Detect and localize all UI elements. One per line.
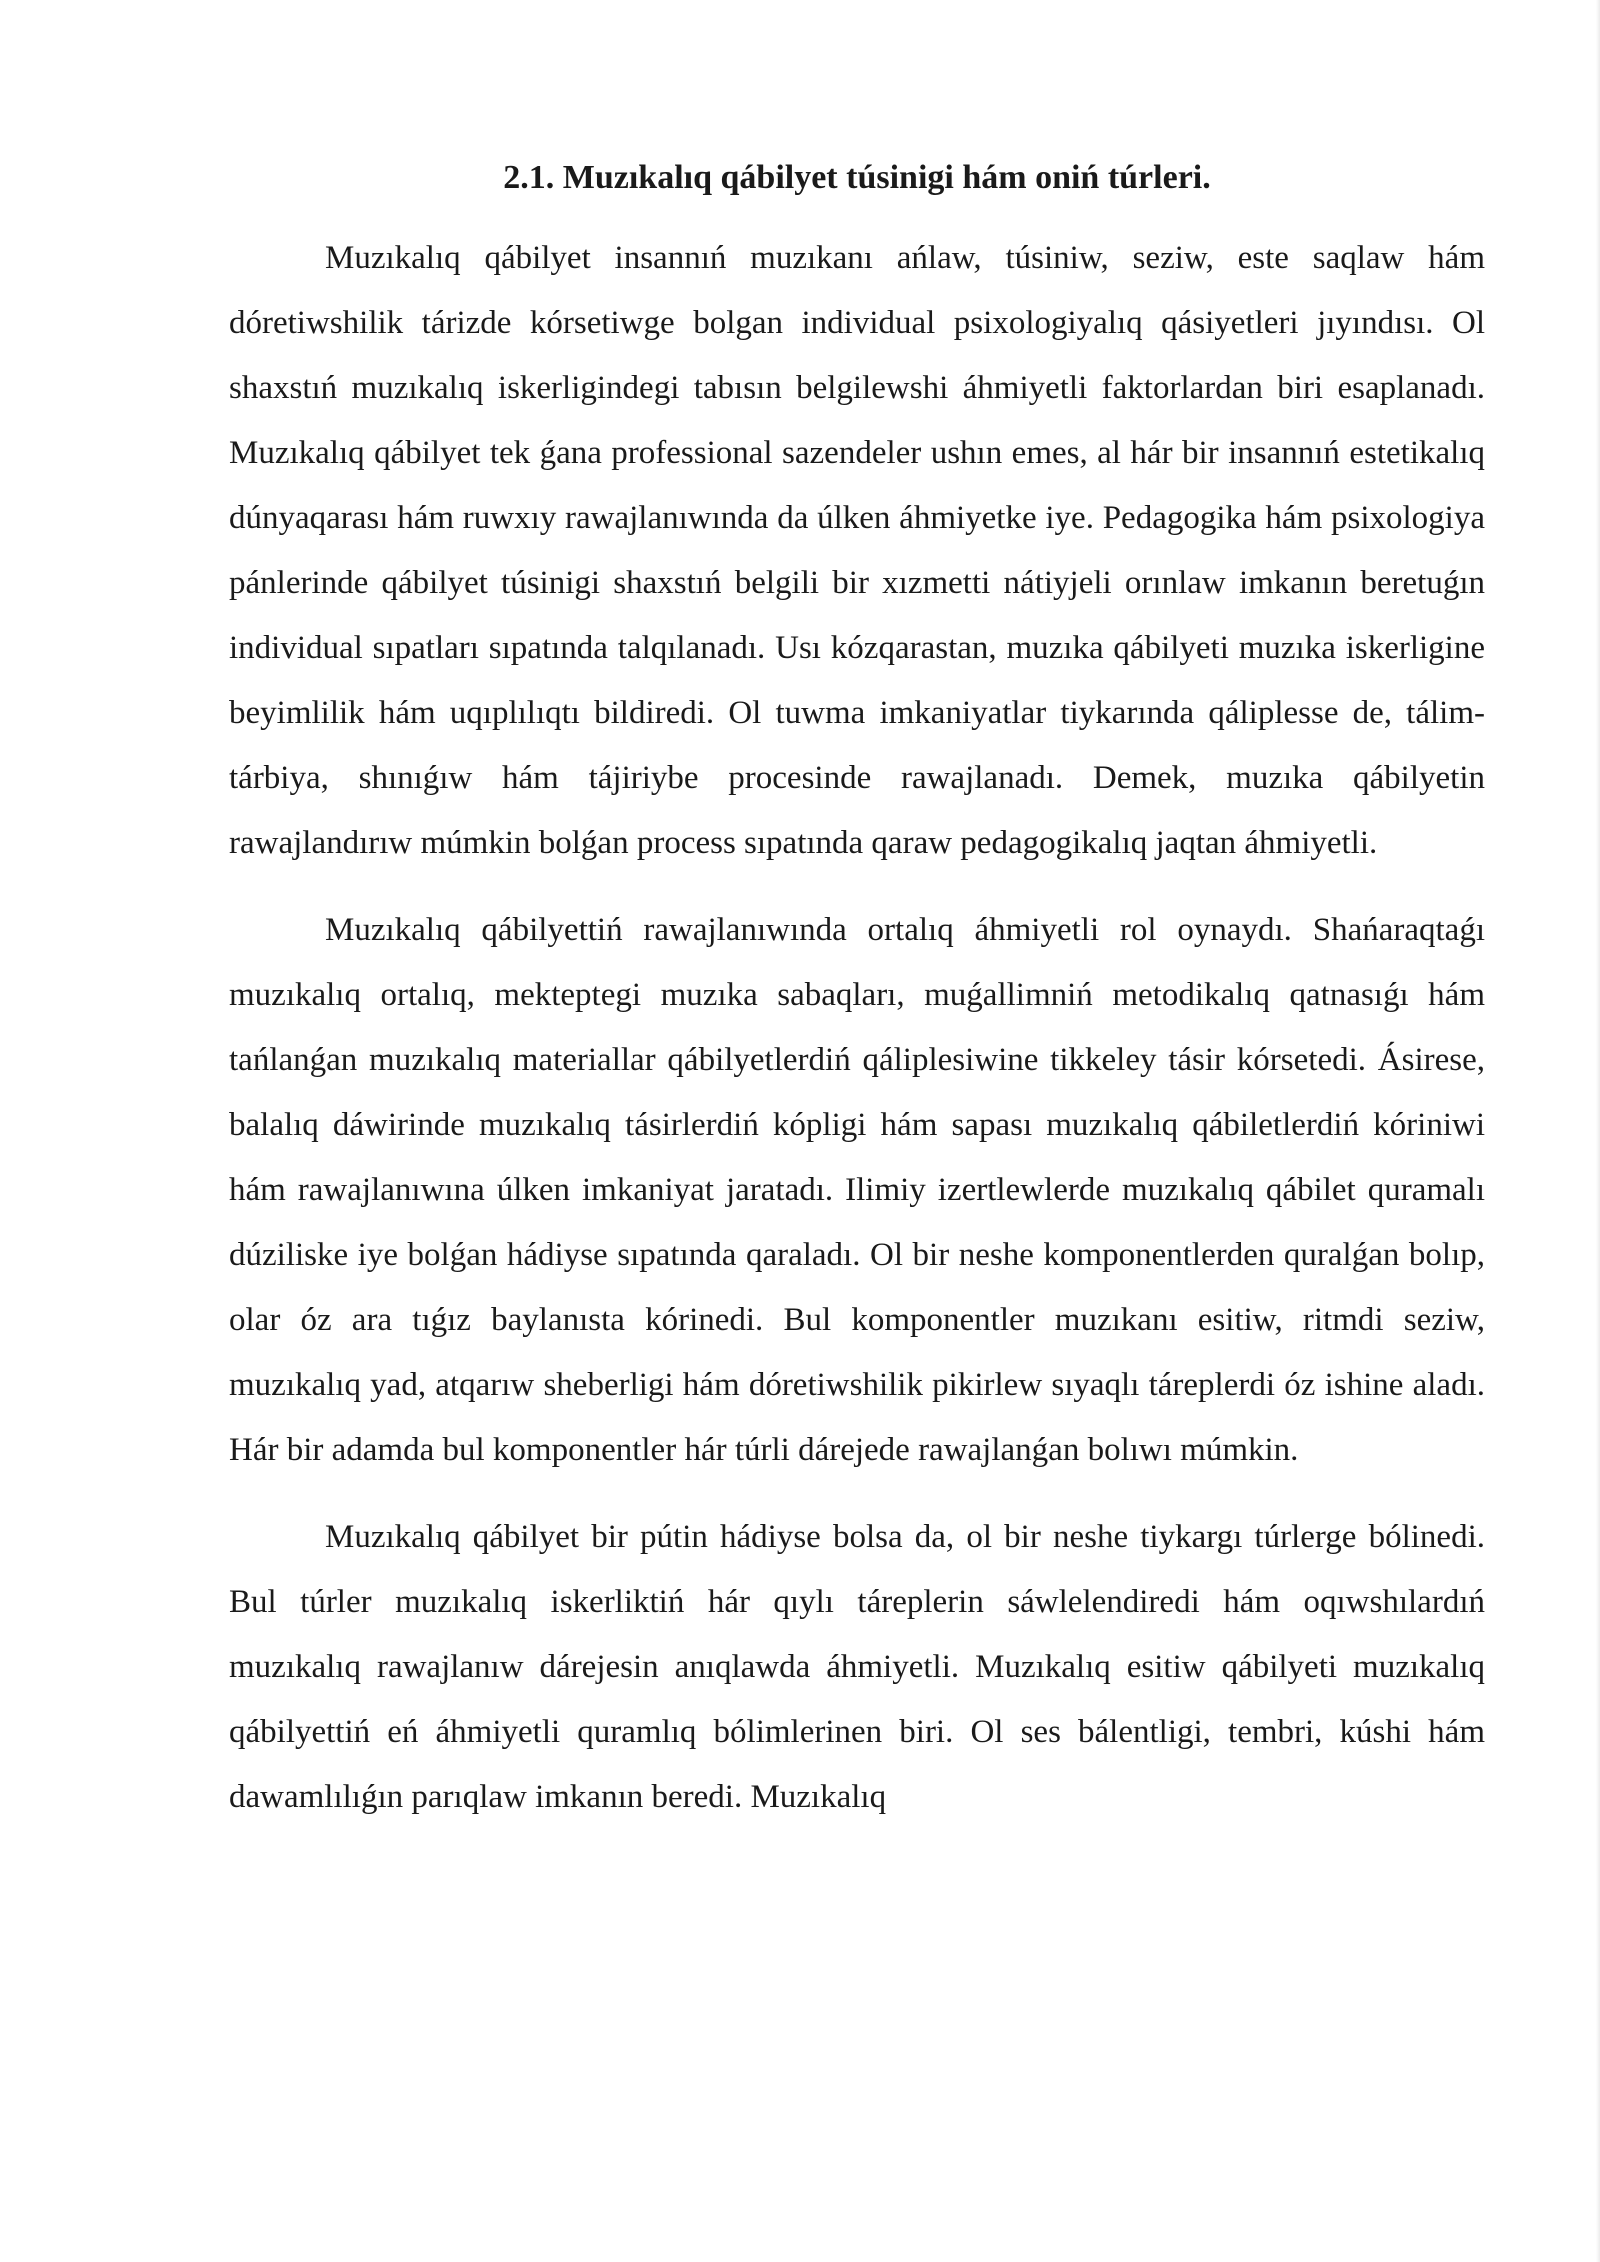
paragraph-2: Muzıkalıq qábilyettiń rawajlanıwında ortalıq áhmiyetli rol oynaydı. Shańaraqtaǵı muzıkalıq ortalıq, mekteptegi muzıka sabaqları, muǵallimniń metodikalıq qatnasıǵı hám tańlanǵan muzıkalıq materiallar qábilyetlerdiń qáliplesiwine tikkeley tásir kórsetedi. Ásirese, balalıq dáwirinde muzıkalıq tásirlerdiń kópligi hám sapası muzıkalıq qábiletlerdiń kóriniwi hám rawajlanıwına úlken imkaniyat jaratadı. Ilimiy izertlewlerde muzıkalıq qábilet quramalı dúziliske iye bolǵan hádiyse sıpatında qaraladı. Ol bir neshe komponentlerden quralǵan bolıp, olar óz ara tıǵız baylanısta kórinedi. Bul komponentler muzıkanı esitiw, ritmdi seziw, muzıkalıq yad, atqarıw sheberligi hám dóretiwshilik pikirlew sıyaqlı táreplerdi óz ishine aladı. Hár bir adamda bul komponentler hár túrli dárejede rawajlanǵan bolıwı múmkin. <box>229 912 1485 1468</box>
paragraph-3: Muzıkalıq qábilyet bir pútin hádiyse bolsa da, ol bir neshe tiykargı túrlerge bólinedi. Bul túrler muzıkalıq iskerliktiń hár qıylı táreplerin sáwlelendiredi hám oqıwshılardıń muzıkalıq rawajlanıw dárejesin anıqlawda áhmiyetli. Muzıkalıq esitiw qábilyeti muzıkalıq qábilyettiń eń áhmiyetli quramlıq bólimlerinen biri. Ol ses bálentligi, tembri, kúshi hám dawamlılıǵın parıqlaw imkanın beredi. Muzıkalıq <box>229 1519 1485 1815</box>
paragraph-1: Muzıkalıq qábilyet insannıń muzıkanı ańlaw, túsiniw, seziw, este saqlaw hám dóretiwshilik tárizde kórsetiwge bolgan individual psixologiyalıq qásiyetleri jıyındısı. Ol shaxstıń muzıkalıq iskerligindegi tabısın belgilewshi áhmiyetli faktorlardan biri esaplanadı. Muzıkalıq qábilyet tek ǵana professional sazendeler ushın emes, al hár bir insannıń estetikalıq dúnyaqarası hám ruwxıy rawajlanıwında da úlken áhmiyetke iye. Pedagogika hám psixologiya pánlerinde qábilyet túsinigi shaxstıń belgili bir xızmetti nátiyjeli orınlaw imkanın beretuǵın individual sıpatları sıpatında talqılanadı. Usı kózqarastan, muzıka qábilyeti muzıka iskerligine beyimlilik hám uqıplılıqtı bildiredi. Ol tuwma imkaniyatlar tiykarında qáliplesse de, tálim-tárbiya, shınıǵıw hám tájiriybe procesinde rawajlanadı. Demek, muzıka qábilyetin rawajlandırıw múmkin bolǵan process sıpatında qaraw pedagogikalıq jaqtan áhmiyetli. <box>229 240 1485 861</box>
document-body <box>229 148 1485 1852</box>
page-edge-shadow <box>1596 0 1600 2262</box>
section-heading: 2.1. Muzıkalıq qábilyet túsinigi hám oniń túrleri. <box>503 159 1211 196</box>
